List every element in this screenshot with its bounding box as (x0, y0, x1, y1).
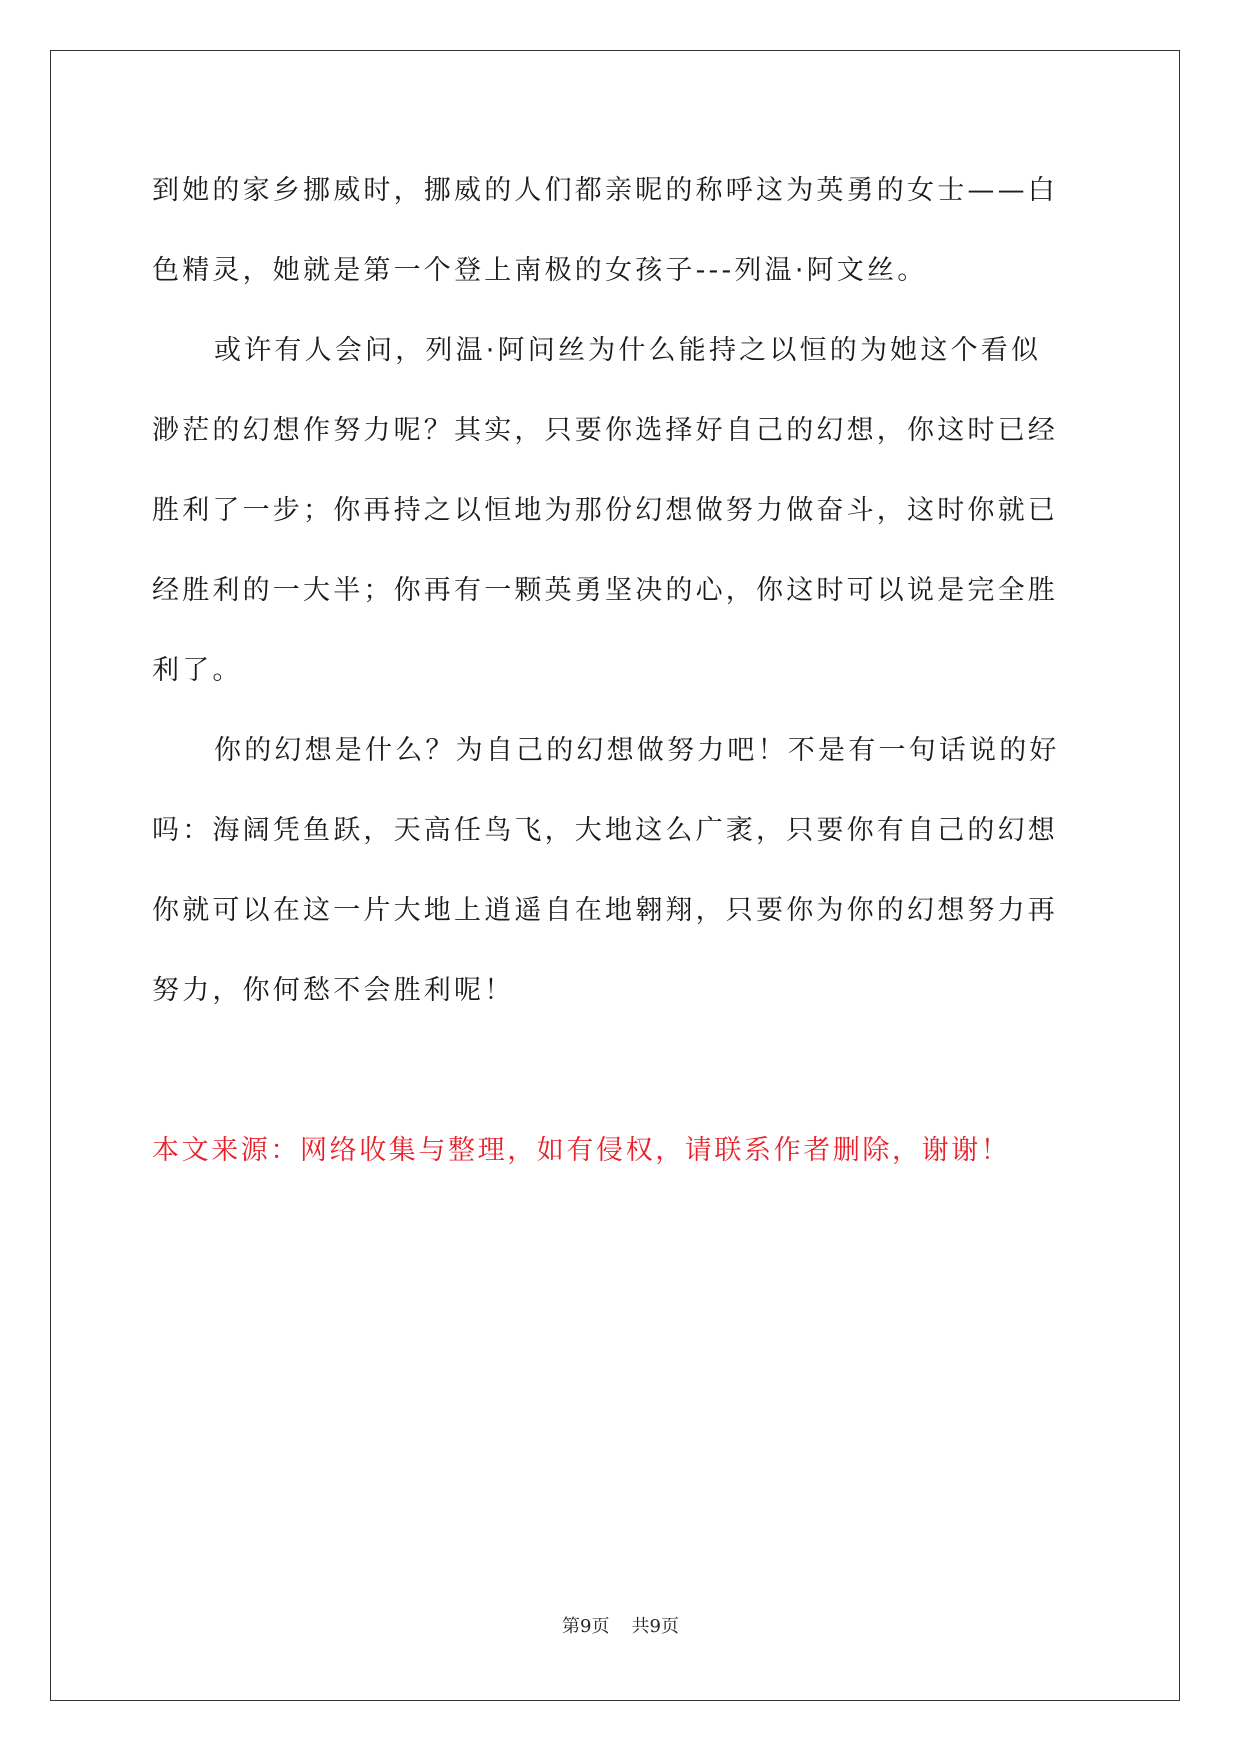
paragraph (152, 720, 1088, 1040)
blank-line (152, 1040, 1088, 1120)
current-page-label: 第9页 (562, 1616, 610, 1637)
paragraph (152, 160, 1088, 320)
text-line: 到她的家乡挪威时，挪威的人们都亲昵的称呼这为英勇的女士——白 (152, 175, 1058, 206)
text-line: 色精灵，她就是第一个登上南极的女孩子---列温·阿文丝。 (152, 255, 928, 286)
text-line: 胜利了一步；你再持之以恒地为那份幻想做努力做奋斗，这时你就已 (152, 495, 1058, 526)
text-line: 经胜利的一大半；你再有一颗英勇坚决的心，你这时可以说是完全胜 (152, 575, 1058, 606)
total-pages-label: 共9页 (631, 1616, 679, 1637)
paragraph (152, 320, 1088, 720)
text-line: 利了。 (152, 655, 243, 686)
text-line: 渺茫的幻想作努力呢？其实，只要你选择好自己的幻想，你这时已经 (152, 415, 1058, 446)
source-note: 本文来源：网络收集与整理，如有侵权，请联系作者删除，谢谢！ (152, 1135, 1011, 1166)
text-line: 或许有人会问，列温·阿问丝为什么能持之以恒的为她这个看似 (214, 335, 1042, 366)
text-line: 吗：海阔凭鱼跃，天高任鸟飞，大地这么广袤，只要你有自己的幻想 (152, 815, 1058, 846)
page-footer (0, 1612, 1241, 1638)
text-line: 你就可以在这一片大地上逍遥自在地翱翔，只要你为你的幻想努力再 (152, 895, 1058, 926)
text-line: 你的幻想是什么？为自己的幻想做努力吧！不是有一句话说的好 (214, 735, 1060, 766)
document-body (152, 160, 1088, 1182)
text-line: 努力，你何愁不会胜利呢！ (152, 975, 515, 1006)
